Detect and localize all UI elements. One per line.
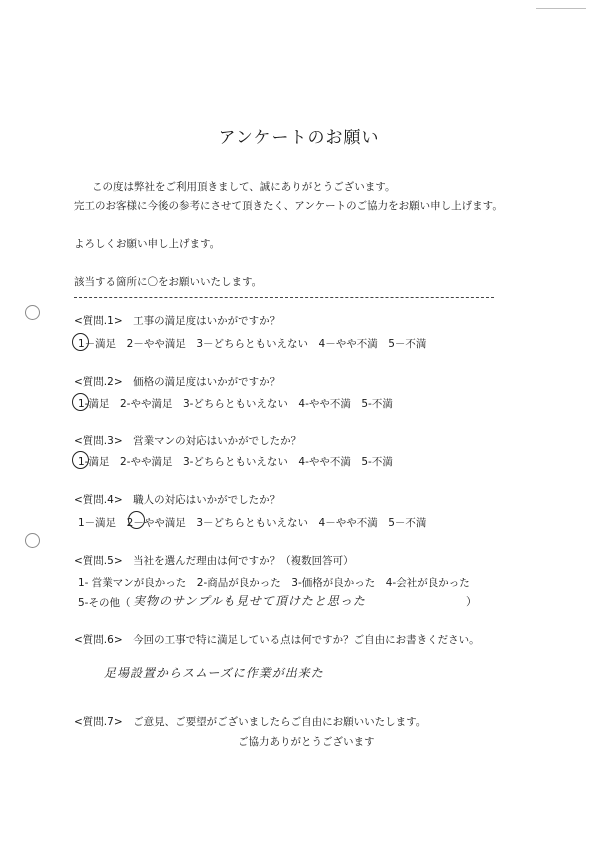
q5-handwritten-answer: 実物のサンプルも見せて頂けたと思った [133,594,366,608]
q5-label: <質問.5> 当社を選んだ理由は何ですか？（複数回答可） [74,555,354,567]
q2-options: 1-満足 2-やや満足 3-どちらともいえない 4-やや不満 5-不満 [78,398,393,410]
q5-other-label: 5-その他（ [78,597,131,609]
intro-line-3: よろしくお願い申し上げます。 [74,238,221,250]
q5-options: 1- 営業マンが良かった 2-商品が良かった 3-価格が良かった 4-会社が良かった [78,577,470,589]
answer-circle [128,511,145,529]
divider [74,297,494,298]
answer-circle [72,451,89,469]
closing-text: ご協力ありがとうございます [238,736,375,748]
punch-hole [25,305,40,320]
q3-options: 1-満足 2-やや満足 3-どちらともいえない 4-やや不満 5-不満 [78,456,393,468]
q6-label: <質問.6> 今回の工事で特に満足している点は何ですか？ご自由にお書きください。 [74,634,480,646]
q5-other-close: ） [466,595,477,608]
answer-circle [72,333,89,351]
answer-circle [72,393,89,411]
q2-label: <質問.2> 価格の満足度はいかがですか？ [74,376,281,388]
q3-label: <質問.3> 営業マンの対応はいかがでしたか？ [74,435,302,447]
q4-label: <質問.4> 職人の対応はいかがでしたか？ [74,494,281,506]
q1-label: <質問.1> 工事の満足度はいかがですか？ [74,315,281,327]
q1-options: 1－満足 2－やや満足 3－どちらともいえない 4－やや不満 5－不満 [78,338,427,350]
page-title: アンケートのお願い [218,128,380,148]
q6-handwritten-answer: 足場設置からスムーズに作業が出来た [104,666,324,680]
intro-line-4: 該当する箇所に〇をお願いいたします。 [74,276,263,288]
intro-line-1: この度は弊社をご利用頂きまして、誠にありがとうございます。 [92,181,396,193]
scan-artifact-line [536,8,586,9]
q4-options: 1－満足 2－やや満足 3－どちらともいえない 4－やや不満 5－不満 [78,517,427,529]
intro-line-2: 完工のお客様に今後の参考にさせて頂きたく、アンケートのご協力をお願い申し上げます。 [74,200,503,212]
punch-hole [25,533,40,548]
q7-label: <質問.7> ご意見、ご要望がございましたらご自由にお願いいたします。 [74,716,427,728]
